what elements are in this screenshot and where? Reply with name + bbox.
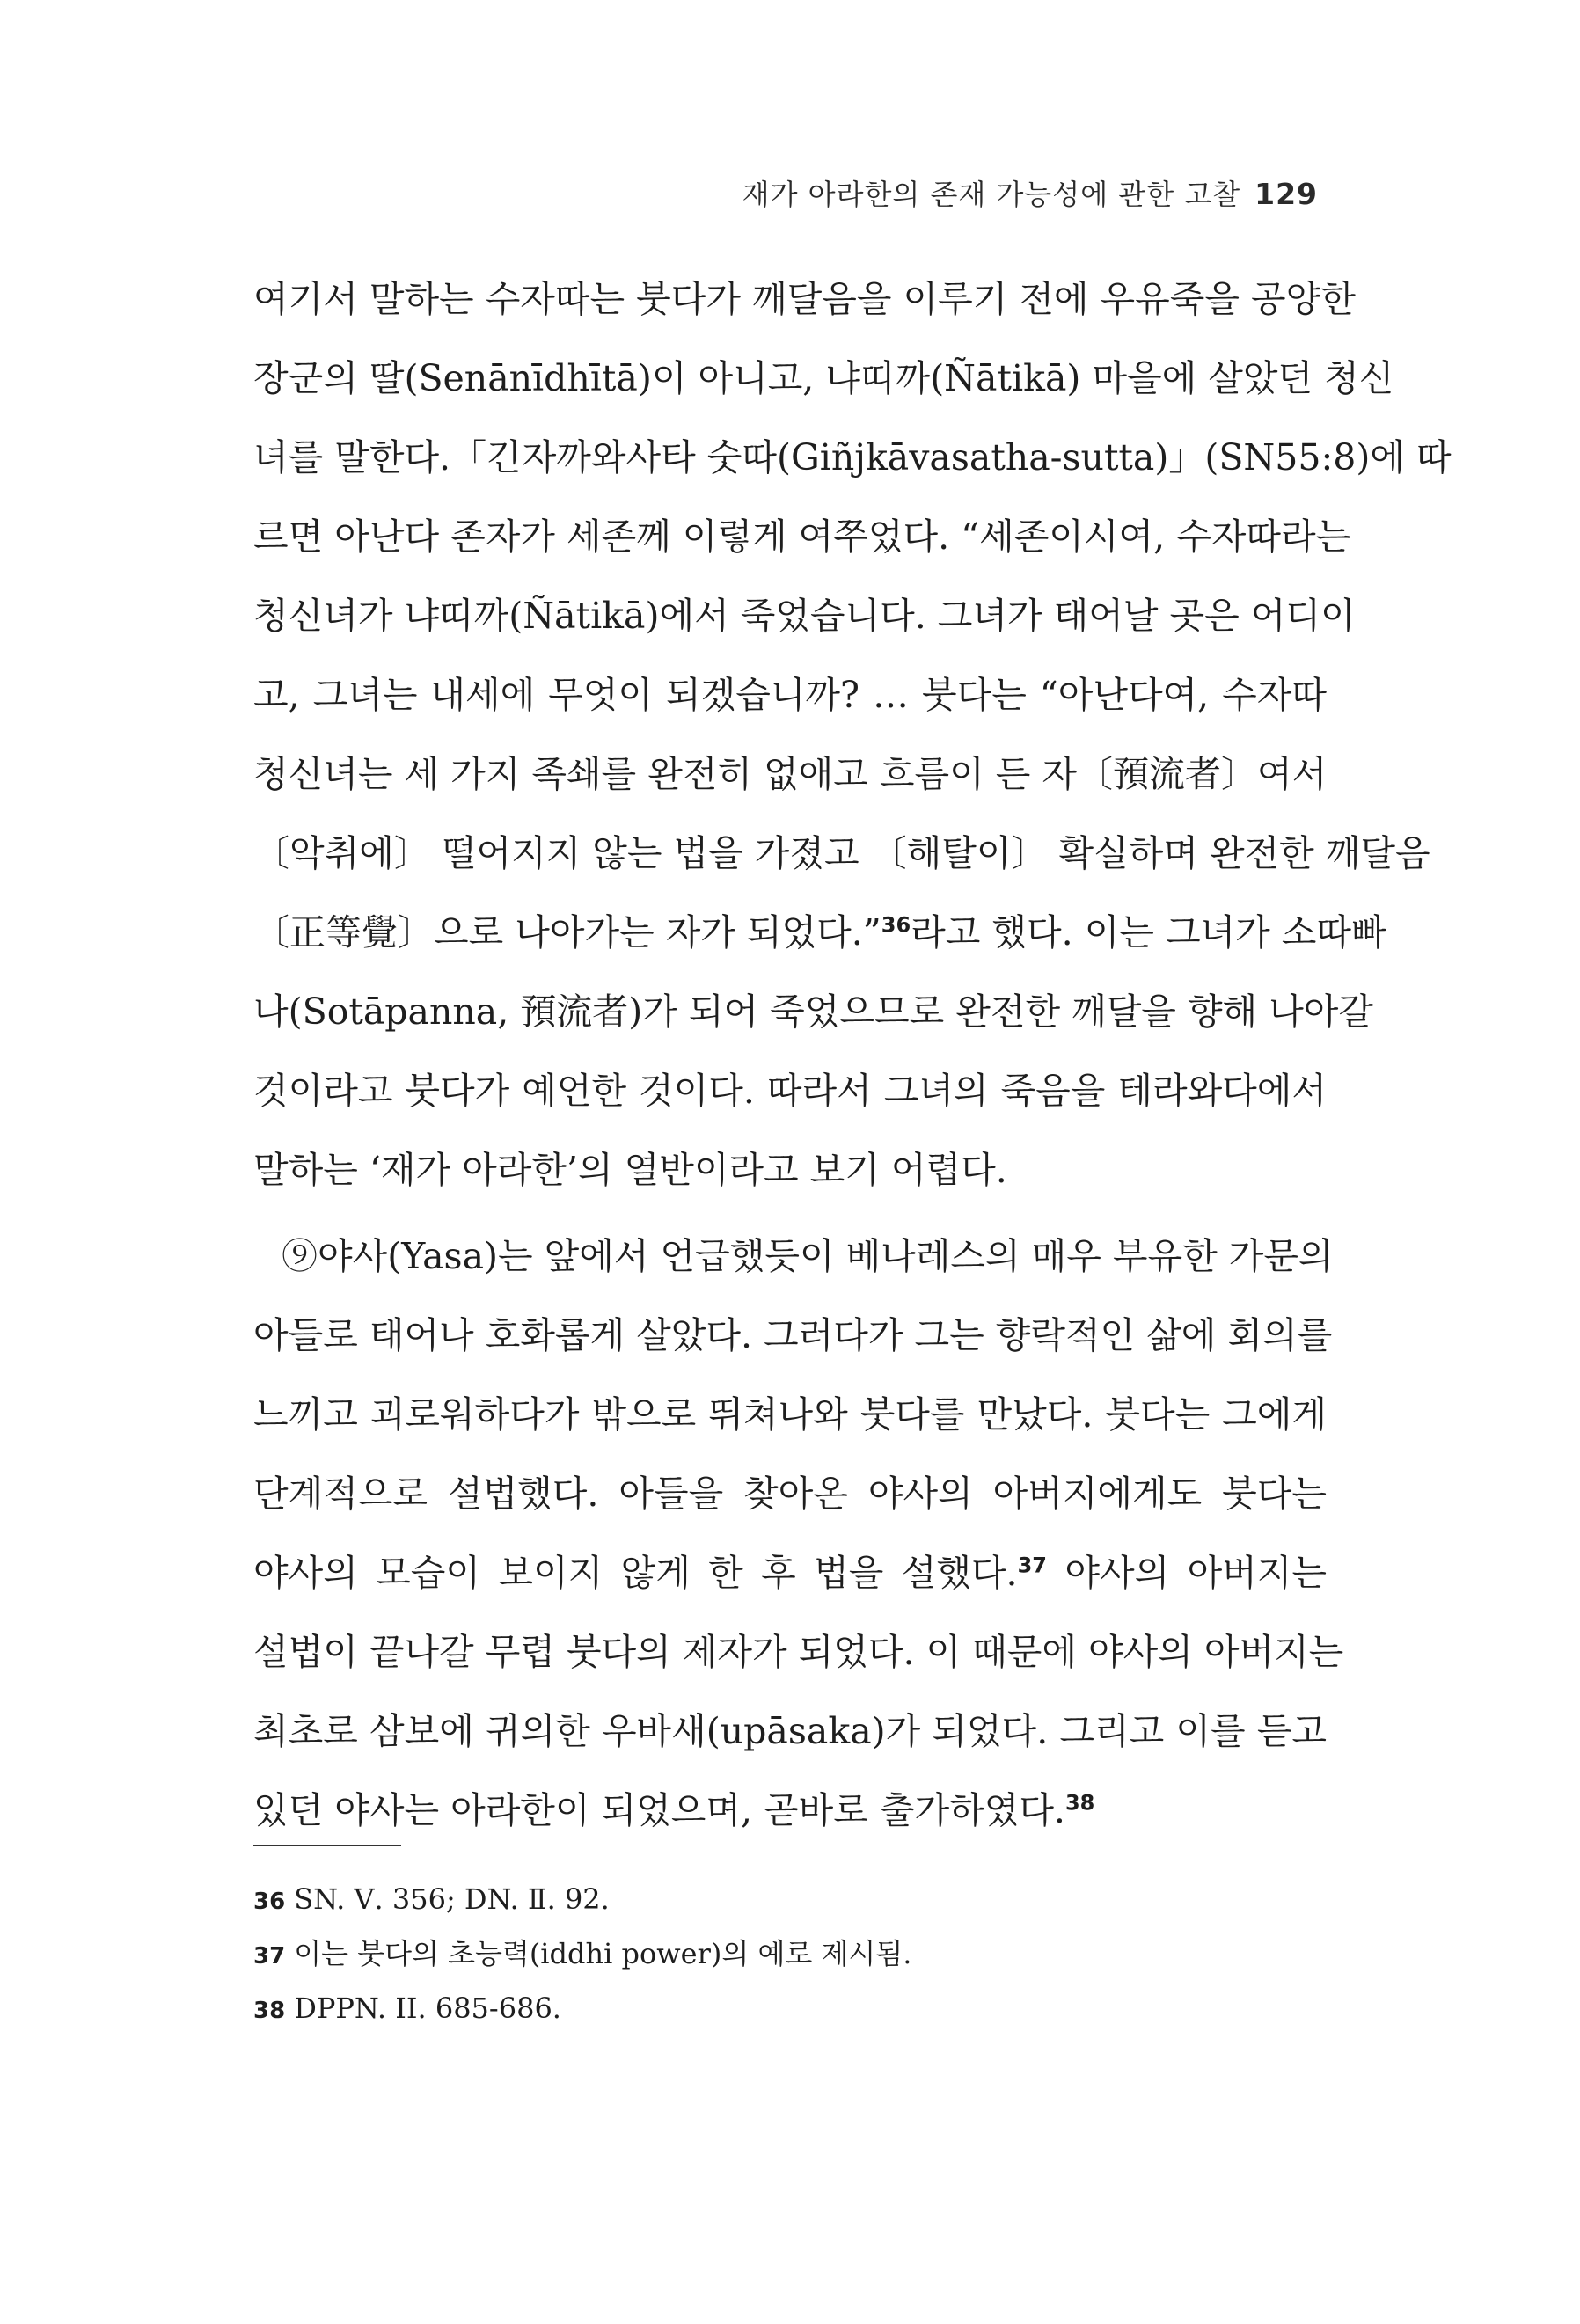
body-text-segment: 있던 야사는 아라한이 되었으며, 곧바로 출가하였다. <box>253 1789 1065 1831</box>
footnote-ref-38[interactable]: 38 <box>1064 1790 1095 1816</box>
body-line-with-ref <box>253 1533 1327 1612</box>
footnote-text: 이는 붓다의 초능력(iddhi power)의 예로 제시됨. <box>294 1937 912 1970</box>
body-line: 청신녀는 세 가지 족쇄를 완전히 없애고 흐름이 든 자〔預流者〕여서 <box>253 753 1328 795</box>
footnote-number: 37 <box>253 1943 286 1970</box>
footnote-number: 36 <box>253 1889 286 1915</box>
footnote-37 <box>253 1926 1221 1981</box>
body-text-segment: 야사의 아버지는 <box>1047 1552 1327 1594</box>
running-header <box>742 172 1318 213</box>
body-line: ⑨야사(Yasa)는 앞에서 언급했듯이 베나레스의 매우 부유한 가문의 <box>282 1235 1334 1277</box>
footnote-text: DPPN. II. 685-686. <box>294 1991 561 2025</box>
body-text <box>253 259 1452 1850</box>
body-line-with-ref <box>253 893 1386 972</box>
body-line: 아들로 태어나 호화롭게 살았다. 그러다가 그는 향락적인 삶에 회의를 <box>253 1314 1333 1356</box>
body-line: 단계적으로 설법했다. 아들을 찾아온 야사의 아버지에게도 붓다는 <box>253 1473 1327 1515</box>
body-line: 여기서 말하는 수자따는 붓다가 깨달음을 이루기 전에 우유죽을 공양한 <box>253 278 1356 320</box>
body-line: 르면 아난다 존자가 세존께 이렇게 여쭈었다. “세존이시여, 수자따라는 <box>253 515 1351 558</box>
body-line: 〔악취에〕 떨어지지 않는 법을 가졌고 〔해탈이〕 확실하며 완전한 깨달음 <box>253 832 1430 874</box>
running-header-title: 재가 아라한의 존재 가능성에 관한 고찰 <box>742 178 1241 211</box>
body-line: 말하는 ‘재가 아라한’의 열반이라고 보기 어렵다. <box>253 1149 1007 1191</box>
body-text-segment: 〔正等覺〕으로 나아가는 자가 되었다.” <box>253 911 881 954</box>
footnote-ref-37[interactable]: 37 <box>1017 1553 1047 1578</box>
body-line: 녀를 말한다.「긴자까와사타 숫따(Giñjkāvasatha-sutta)」(SN55:8)에 따 <box>253 436 1452 479</box>
footnotes <box>253 1872 1221 2035</box>
page-number: 129 <box>1254 177 1318 211</box>
body-line: 고, 그녀는 내세에 무엇이 되겠습니까? … 붓다는 “아난다여, 수자따 <box>253 674 1327 716</box>
footnote-text: SN. Ⅴ. 356; DN. Ⅱ. 92. <box>294 1882 610 1916</box>
body-line: 나(Sotāpanna, 預流者)가 되어 죽었으므로 완전한 깨달을 향해 나아갈 <box>253 990 1374 1033</box>
footnote-ref-36[interactable]: 36 <box>881 912 911 938</box>
footnote-divider <box>253 1845 401 1846</box>
body-line: 느끼고 괴로워하다가 밖으로 뛰쳐나와 붓다를 만났다. 붓다는 그에게 <box>253 1393 1327 1436</box>
body-line: 설법이 끝나갈 무렵 붓다의 제자가 되었다. 이 때문에 야사의 아버지는 <box>253 1631 1344 1673</box>
footnote-number: 38 <box>253 1998 286 2024</box>
body-text-segment: 라고 했다. 이는 그녀가 소따빠 <box>911 911 1386 954</box>
body-line-with-ref <box>253 1771 1327 1850</box>
body-line: 청신녀가 냐띠까(Ñātikā)에서 죽었습니다. 그녀가 태어날 곳은 어디이 <box>253 595 1356 637</box>
footnote-38 <box>253 1981 1221 2035</box>
body-line: 것이라고 붓다가 예언한 것이다. 따라서 그녀의 죽음을 테라와다에서 <box>253 1070 1327 1112</box>
body-line: 최초로 삼보에 귀의한 우바새(upāsaka)가 되었다. 그리고 이를 듣고 <box>253 1710 1327 1752</box>
footnote-36 <box>253 1872 1221 1926</box>
body-text-segment: 야사의 모습이 보이지 않게 한 후 법을 설했다. <box>253 1552 1018 1594</box>
body-line: 장군의 딸(Senānīdhītā)이 아니고, 냐띠까(Ñātikā) 마을에 살았던 청신 <box>253 357 1394 399</box>
